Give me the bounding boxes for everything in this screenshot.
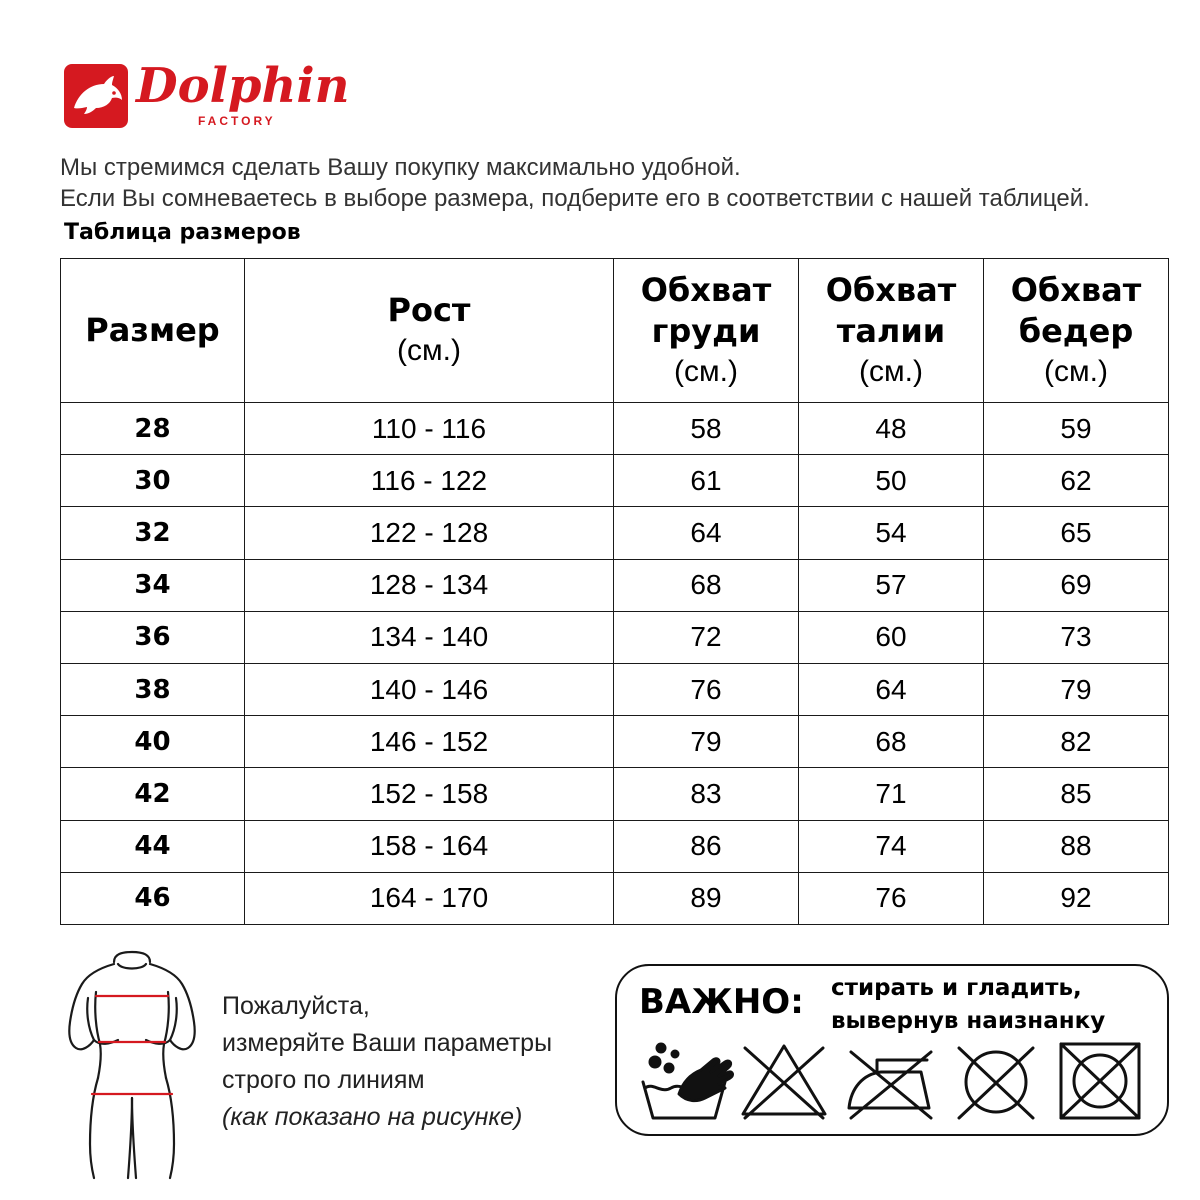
table-row [61,820,1169,872]
cell-waist: 54 [799,507,984,559]
cell-height: 152 - 158 [245,768,614,820]
cell-height: 146 - 152 [245,716,614,768]
cell-hips: 88 [984,820,1169,872]
table-row [61,611,1169,663]
no-dry-clean-icon [947,1038,1045,1122]
note-line-2: измеряйте Ваши параметры [222,1029,553,1057]
cell-size: 36 [61,611,245,663]
cell-waist: 71 [799,768,984,820]
note-line-4: (как показано на рисунке) [222,1103,523,1131]
cell-height: 134 - 140 [245,611,614,663]
intro-line-2: Если Вы сомневаетесь в выборе размера, подберите его в соответствии с нашей таблицей. [60,185,1090,212]
table-row [61,768,1169,820]
cell-hips: 73 [984,611,1169,663]
cell-chest: 83 [614,768,799,820]
no-bleach-icon [735,1038,833,1122]
cell-chest: 89 [614,872,799,924]
cell-size: 32 [61,507,245,559]
cell-height: 140 - 146 [245,663,614,715]
note-line-3: строго по линиям [222,1066,425,1094]
cell-chest: 58 [614,403,799,455]
note-line-1: Пожалуйста, [222,992,370,1020]
table-title: Таблица размеров [64,220,301,245]
cell-size: 38 [61,663,245,715]
cell-waist: 68 [799,716,984,768]
cell-chest: 79 [614,716,799,768]
cell-chest: 61 [614,455,799,507]
cell-height: 122 - 128 [245,507,614,559]
important-line-2: вывернув наизнанку [831,1008,1106,1034]
intro-text [60,152,1090,214]
header-size: Размер [61,259,245,403]
cell-hips: 92 [984,872,1169,924]
cell-hips: 59 [984,403,1169,455]
no-tumble-dry-icon [1051,1038,1149,1122]
cell-height: 164 - 170 [245,872,614,924]
cell-height: 128 - 134 [245,559,614,611]
brand-name: Dolphin [136,58,350,114]
table-row [61,559,1169,611]
table-header-row [61,259,1169,403]
hand-wash-icon [639,1038,737,1122]
important-text [831,972,1105,1038]
cell-waist: 50 [799,455,984,507]
cell-waist: 60 [799,611,984,663]
table-row [61,716,1169,768]
cell-size: 28 [61,403,245,455]
cell-size: 44 [61,820,245,872]
body-measurement-figure [52,948,212,1180]
cell-hips: 85 [984,768,1169,820]
measurement-note [222,988,552,1136]
cell-waist: 64 [799,663,984,715]
brand-logo [64,58,384,134]
cell-chest: 76 [614,663,799,715]
cell-chest: 68 [614,559,799,611]
cell-hips: 62 [984,455,1169,507]
no-iron-icon [841,1038,939,1122]
dolphin-icon [64,64,128,128]
table-row [61,663,1169,715]
size-table [60,258,1169,925]
header-height: Рост (см.) [245,259,614,403]
cell-hips: 82 [984,716,1169,768]
care-instructions-box [615,964,1169,1136]
cell-height: 158 - 164 [245,820,614,872]
table-row [61,403,1169,455]
cell-chest: 86 [614,820,799,872]
cell-chest: 72 [614,611,799,663]
important-label: ВАЖНО: [639,982,804,1022]
cell-chest: 64 [614,507,799,559]
table-row [61,507,1169,559]
cell-waist: 48 [799,403,984,455]
cell-waist: 57 [799,559,984,611]
table-row [61,872,1169,924]
header-chest: Обхват груди (см.) [614,259,799,403]
brand-subtitle: FACTORY [198,114,276,128]
cell-hips: 79 [984,663,1169,715]
cell-height: 110 - 116 [245,403,614,455]
cell-size: 34 [61,559,245,611]
cell-size: 42 [61,768,245,820]
important-line-1: стирать и гладить, [831,975,1082,1001]
table-row [61,455,1169,507]
cell-waist: 76 [799,872,984,924]
cell-size: 30 [61,455,245,507]
cell-height: 116 - 122 [245,455,614,507]
cell-waist: 74 [799,820,984,872]
cell-hips: 65 [984,507,1169,559]
cell-size: 46 [61,872,245,924]
header-waist: Обхват талии (см.) [799,259,984,403]
header-hips: Обхват бедер (см.) [984,259,1169,403]
cell-size: 40 [61,716,245,768]
cell-hips: 69 [984,559,1169,611]
intro-line-1: Мы стремимся сделать Вашу покупку максимально удобной. [60,154,741,181]
